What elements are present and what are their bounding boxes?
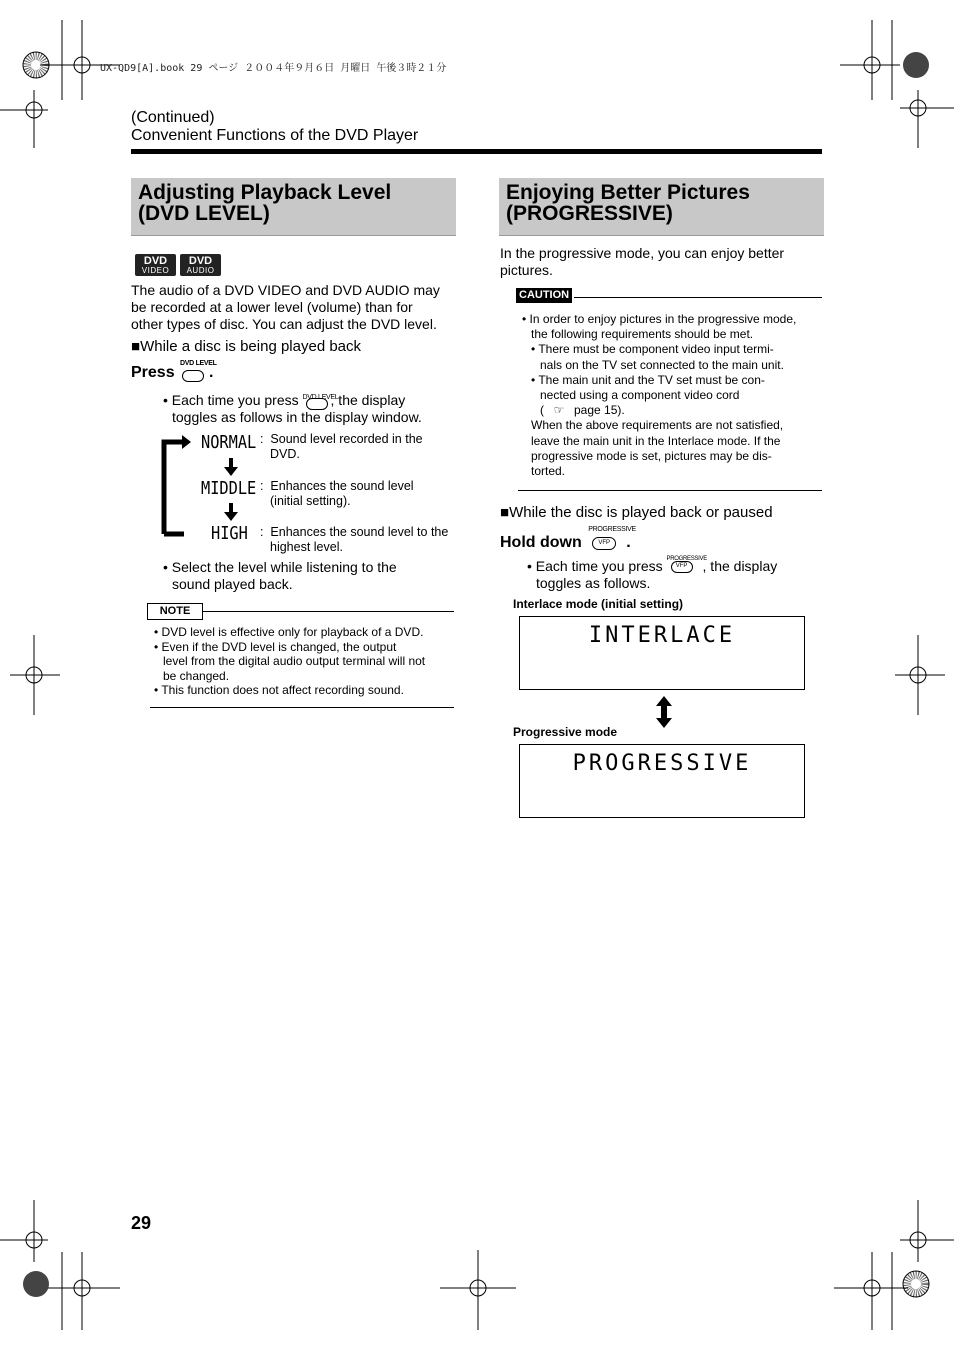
note-label: NOTE — [147, 603, 203, 620]
heading-line: (PROGRESSIVE) — [506, 202, 673, 225]
progressive-bullet: • Each time you press PROGRESSIVE VFP , the display toggles as follows. — [527, 556, 778, 591]
progressive-button-icon: PROGRESSIVE VFP — [667, 557, 703, 575]
progressive-intro: In the progressive mode, you can enjoy better pictures. — [500, 245, 785, 278]
level-desc-normal: : Sound level recorded in the DVD. — [260, 432, 423, 461]
badge-top: DVD — [188, 255, 213, 267]
level-bullet-1: • Each time you press DVD LEVEL , the display toggles as follows in the display window. — [163, 392, 422, 425]
dvd-audio-badge — [180, 254, 221, 276]
caution-label: CAUTION — [516, 288, 572, 303]
while-playing-label: ■While a disc is being played back — [131, 338, 362, 355]
press-instruction: Press DVD LEVEL . — [131, 360, 217, 381]
square-bullet-icon: ■ — [131, 338, 141, 355]
progressive-display-text: PROGRESSIVE — [572, 751, 752, 776]
badge-bottom: AUDIO — [186, 266, 215, 275]
note-rule-bottom — [150, 707, 454, 708]
progressive-display — [519, 744, 805, 818]
caution-rule-bottom — [518, 490, 822, 491]
dvd-level-button-icon: DVD LEVEL — [303, 393, 331, 409]
level-desc-middle: : Enhances the sound level (initial setting). — [260, 479, 414, 508]
interlace-mode-label: Interlace mode (initial setting) — [513, 597, 684, 611]
level-normal: NORMAL — [201, 432, 257, 453]
progressive-mode-label: Progressive mode — [513, 725, 618, 739]
down-arrow-icon — [224, 458, 238, 476]
caution-list: • In order to enjoy pictures in the progressive mode, the following requirements should be met. • There must be component video input termi- nals on the TV set connected to the main unit. • The main unit and the TV set must be con- nected using a component video cord ( ☞ page 15). When the above requirements are not satisfied, leave the main unit in the Interlace mode. If the progressive mode is set, pictures may be dis- torted. — [522, 312, 797, 479]
level-bullet-2: • Select the level while listening to the sound played back. — [163, 559, 397, 592]
level-cycle-diagram — [160, 434, 200, 538]
intro-line: other types of disc. You can adjust the DVD level. — [131, 316, 437, 332]
dvd-level-button-icon: DVD LEVEL — [179, 362, 209, 382]
caution-rule-top — [574, 297, 822, 298]
heading-line: Adjusting Playback Level — [138, 181, 392, 204]
intro-line: The audio of a DVD VIDEO and DVD AUDIO may — [131, 282, 440, 298]
level-high: HIGH — [211, 523, 248, 544]
page-number: 29 — [131, 1213, 152, 1233]
interlace-display-text: INTERLACE — [588, 623, 736, 648]
pointing-hand-icon: ☞ — [553, 403, 565, 418]
intro-line: be recorded at a lower level (volume) than for — [131, 299, 413, 315]
level-desc-high: : Enhances the sound level to the highest level. — [260, 525, 449, 554]
dvd-video-badge — [135, 254, 176, 276]
down-arrow-icon — [224, 503, 238, 521]
header-rule — [131, 149, 822, 154]
continued-label: (Continued) — [131, 109, 215, 126]
intro-paragraph — [131, 282, 461, 333]
while-played-label: ■While the disc is played back or paused — [500, 504, 773, 521]
badge-bottom: VIDEO — [141, 266, 170, 275]
badge-top: DVD — [143, 255, 168, 267]
note-list: • DVD level is effective only for playback of a DVD. • Even if the DVD level is changed, the output level from the digital audio output terminal will not be changed. • This function does not affect recording sound. — [154, 625, 426, 697]
note-rule-top — [203, 611, 454, 612]
chapter-title: Convenient Functions of the DVD Player — [131, 127, 419, 144]
level-middle: MIDDLE — [201, 478, 257, 499]
heading-line: Enjoying Better Pictures — [506, 181, 750, 204]
progressive-button-icon: PROGRESSIVE VFP — [586, 528, 626, 552]
section-heading-progressive — [499, 178, 824, 236]
heading-line: (DVD LEVEL) — [138, 202, 270, 225]
hold-instruction: Hold down PROGRESSIVE VFP . — [500, 526, 636, 551]
square-bullet-icon: ■ — [500, 504, 510, 521]
section-heading-dvd-level — [131, 178, 456, 236]
up-down-arrow-icon — [655, 696, 673, 728]
press-label: Press — [131, 364, 175, 381]
file-header: UX-QD9[A].book 29 ページ ２００４年９月６日 月曜日 午後３時２１分 — [100, 63, 447, 74]
interlace-display — [519, 616, 805, 690]
